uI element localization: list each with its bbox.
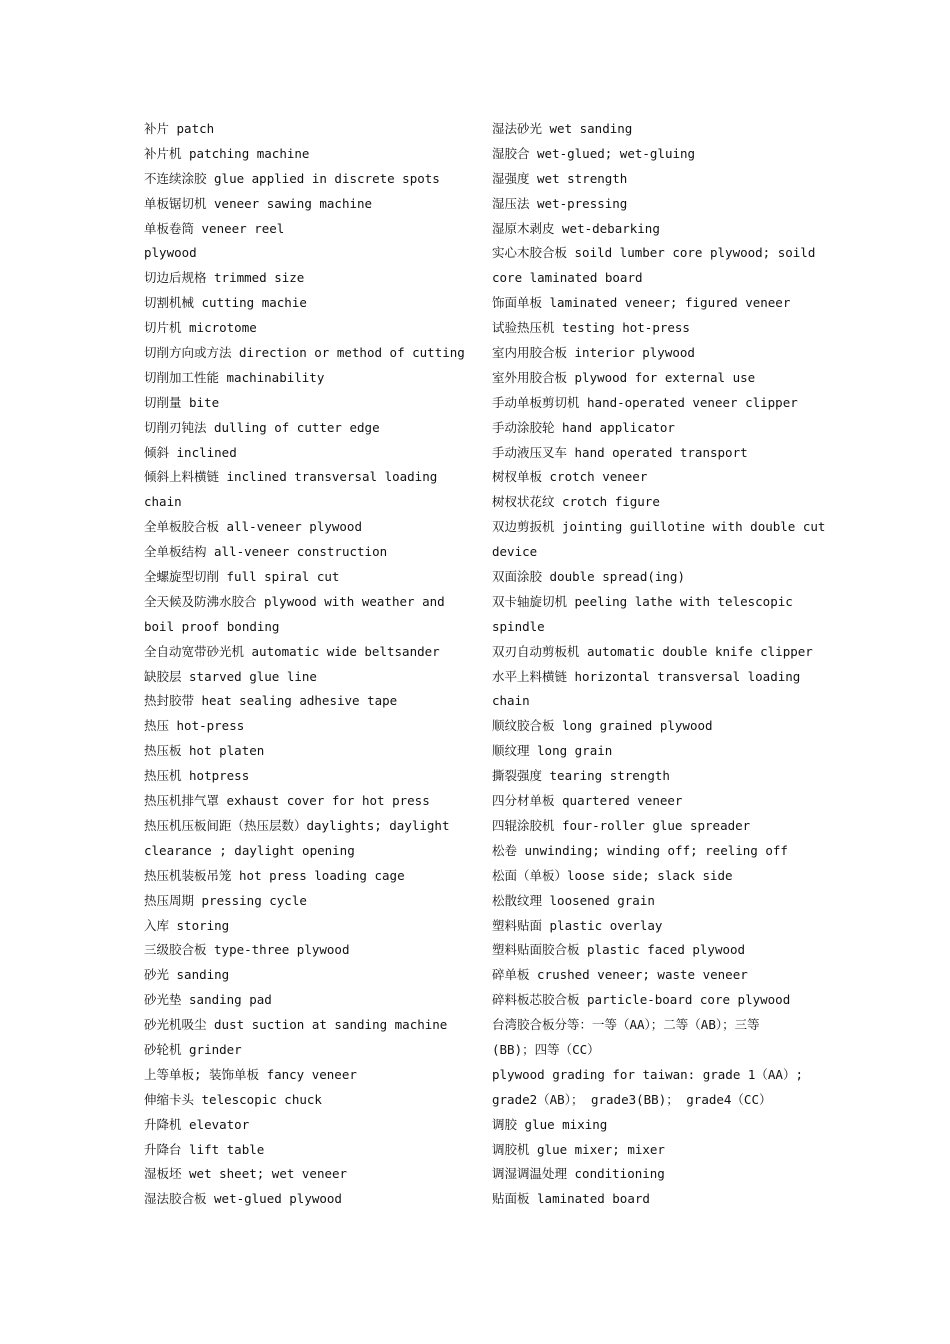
left-glossary-line: 补片 patch <box>144 121 215 136</box>
left-glossary-line: 热压机 hotpress <box>144 768 250 784</box>
right-glossary-line: (BB)；四等（CC） <box>492 1041 600 1057</box>
right-glossary-line: 碎单板 crushed veneer; waste veneer <box>492 967 748 983</box>
left-glossary-line: 倾斜上料横链 inclined transversal loading <box>144 469 438 485</box>
right-glossary-line: 双刃自动剪板机 automatic double knife clipper <box>492 643 813 659</box>
left-glossary-line: 全单板结构 all-veneer construction <box>144 544 388 560</box>
right-glossary-line: 湿压法 wet-pressing <box>492 195 628 211</box>
left-glossary-line: 切削方向或方法 direction or method of cutting <box>144 345 465 361</box>
left-glossary-line: plywood <box>144 245 197 261</box>
right-glossary-line: 室外用胶合板 plywood for external use <box>492 369 756 385</box>
right-column <box>492 117 826 1212</box>
right-glossary-line: 饰面单板 laminated veneer; figured veneer <box>492 295 791 311</box>
left-glossary-line: 切边后规格 trimmed size <box>144 270 305 286</box>
left-glossary-line: 不连续涂胶 glue applied in discrete spots <box>144 170 440 186</box>
right-glossary-line: 四辊涂胶机 four-roller glue spreader <box>492 817 751 833</box>
left-glossary-line: 砂轮机 grinder <box>144 1041 242 1057</box>
right-glossary-line: device <box>492 544 538 560</box>
right-glossary-line: 湿胶合 wet-glued; wet-gluing <box>492 145 696 161</box>
left-glossary-line: 湿法胶合板 wet-glued plywood <box>144 1191 342 1207</box>
left-glossary-line: 热压板 hot platen <box>144 743 265 759</box>
left-glossary-line: 砂光垫 sanding pad <box>144 992 272 1008</box>
left-glossary-line: chain <box>144 494 182 510</box>
right-glossary-line: 湿强度 wet strength <box>492 170 628 186</box>
left-glossary-line: 热压 hot-press <box>144 718 245 734</box>
left-glossary-line: 全螺旋型切削 full spiral cut <box>144 569 340 585</box>
left-column <box>144 117 479 1212</box>
right-glossary-line: plywood grading for taiwan: grade 1（AA）; <box>492 1066 803 1082</box>
left-glossary-line: 砂光 sanding <box>144 967 230 983</box>
right-glossary-line: chain <box>492 693 530 709</box>
left-glossary-line: 热封胶带 heat sealing adhesive tape <box>144 693 398 709</box>
right-glossary-line: 撕裂强度 tearing strength <box>492 768 670 784</box>
left-glossary-line: 砂光机吸尘 dust suction at sanding machine <box>144 1017 448 1033</box>
left-glossary-line: 切削加工性能 machinability <box>144 369 325 385</box>
right-glossary-line: 手动单板剪切机 hand-operated veneer clipper <box>492 394 798 410</box>
right-glossary-line: 调胶机 glue mixer; mixer <box>492 1141 665 1157</box>
left-glossary-line: 切削量 bite <box>144 394 220 410</box>
left-glossary-line: 倾斜 inclined <box>144 444 237 460</box>
left-glossary-line: boil proof bonding <box>144 618 280 634</box>
left-glossary-line: 切片机 microtome <box>144 320 257 336</box>
right-glossary-line: grade2（AB）； grade3(BB)； grade4（CC） <box>492 1091 772 1107</box>
right-glossary-line: core laminated board <box>492 270 643 286</box>
right-glossary-line: 调胶 glue mixing <box>492 1116 608 1132</box>
left-glossary-line: 升降台 lift table <box>144 1141 265 1157</box>
right-glossary-line: 手动涂胶轮 hand applicator <box>492 419 675 435</box>
right-glossary-line: 双边剪扳机 jointing guillotine with double cut <box>492 519 826 535</box>
left-glossary-line: 单板卷筒 veneer reel <box>144 220 285 236</box>
right-glossary-line: 水平上料横链 horizontal transversal loading <box>492 668 801 684</box>
right-glossary-line: 松面（单板）loose side; slack side <box>492 867 733 883</box>
left-glossary-line: 缺胶层 starved glue line <box>144 668 317 684</box>
right-glossary-line: 树杈单板 crotch veneer <box>492 469 648 485</box>
right-glossary-line: 双面涂胶 double spread(ing) <box>492 569 685 585</box>
right-glossary-line: 碎料板芯胶合板 particle-board core plywood <box>492 992 791 1008</box>
left-glossary-line: clearance ; daylight opening <box>144 842 355 858</box>
right-glossary-line: 湿法砂光 wet sanding <box>492 121 633 136</box>
left-glossary-line: 切削刃钝法 dulling of cutter edge <box>144 419 380 435</box>
right-glossary-line: 贴面板 laminated board <box>492 1191 650 1207</box>
right-glossary-line: 室内用胶合板 interior plywood <box>492 345 695 361</box>
left-glossary-line: 热压机压板间距（热压层数）daylights; daylight <box>144 817 450 833</box>
left-glossary-line: 三级胶合板 type-three plywood <box>144 942 350 958</box>
left-glossary-line: 伸缩卡头 telescopic chuck <box>144 1091 322 1107</box>
left-glossary-line: 热压周期 pressing cycle <box>144 892 307 908</box>
right-glossary-line: 湿原木剥皮 wet-debarking <box>492 220 660 236</box>
right-glossary-line: 塑料贴面 plastic overlay <box>492 917 663 933</box>
right-glossary-line: spindle <box>492 618 545 634</box>
right-glossary-line: 调湿调温处理 conditioning <box>492 1166 665 1182</box>
right-glossary-line: 双卡轴旋切机 peeling lathe with telescopic <box>492 593 793 609</box>
right-glossary-line: 台湾胶合板分等：一等（AA）；二等（AB）；三等 <box>492 1017 760 1033</box>
left-glossary-line: 热压机装板吊笼 hot press loading cage <box>144 867 405 883</box>
right-glossary-line: 手动液压叉车 hand operated transport <box>492 444 748 460</box>
right-glossary-line: 顺纹理 long grain <box>492 743 613 759</box>
right-glossary-line: 塑料贴面胶合板 plastic faced plywood <box>492 942 746 958</box>
left-glossary-line: 全单板胶合板 all-veneer plywood <box>144 519 362 535</box>
left-glossary-line: 入库 storing <box>144 917 230 933</box>
left-glossary-line: 切割机械 cutting machie <box>144 295 307 311</box>
left-glossary-line: 升降机 elevator <box>144 1116 250 1132</box>
left-glossary-line: 全天候及防沸水胶合 plywood with weather and <box>144 593 445 609</box>
right-glossary-line: 顺纹胶合板 long grained plywood <box>492 718 713 734</box>
left-glossary-line: 单板锯切机 veneer sawing machine <box>144 195 373 211</box>
right-glossary-line: 试验热压机 testing hot-press <box>492 320 690 336</box>
right-glossary-line: 实心木胶合板 soild lumber core plywood; soild <box>492 245 816 261</box>
left-glossary-line: 热压机排气罩 exhaust cover for hot press <box>144 793 430 809</box>
left-glossary-line: 全自动宽带砂光机 automatic wide beltsander <box>144 643 440 659</box>
right-glossary-line: 树杈状花纹 crotch figure <box>492 494 660 510</box>
right-glossary-line: 松卷 unwinding; winding off; reeling off <box>492 842 788 858</box>
right-glossary-line: 四分材单板 quartered veneer <box>492 793 683 809</box>
right-glossary-line: 松散纹理 loosened grain <box>492 892 655 908</box>
left-glossary-line: 湿板坯 wet sheet; wet veneer <box>144 1166 348 1182</box>
left-glossary-line: 上等单板; 装饰单板 fancy veneer <box>144 1066 357 1082</box>
left-glossary-line: 补片机 patching machine <box>144 145 310 161</box>
